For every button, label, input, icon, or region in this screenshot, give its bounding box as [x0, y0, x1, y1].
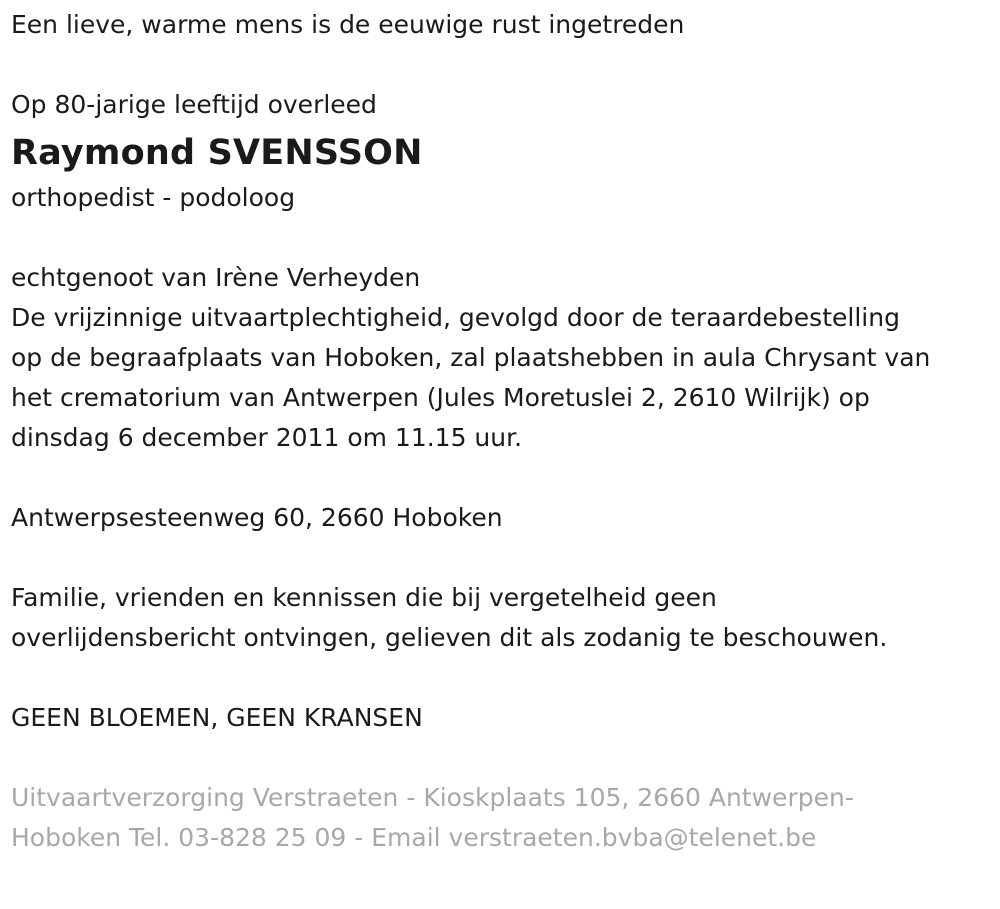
spacer [11, 218, 991, 258]
family-line: Familie, vrienden en kennissen die bij vergetelheid geen [11, 583, 717, 612]
intro-text: Een lieve, warme mens is de eeuwige rust ingetreden [11, 10, 685, 39]
footer-line: Uitvaartverzorging Verstraeten - Kioskplaats 105, 2660 Antwerpen- [11, 783, 854, 812]
age-text: Op 80-jarige leeftijd overleed [11, 90, 377, 119]
ceremony-line: De vrijzinnige uitvaartplechtigheid, gevolgd door de teraardebestelling [11, 303, 900, 332]
profession-text: orthopedist - podoloog [11, 183, 296, 212]
footer-line: Hoboken Tel. 03-828 25 09 - Email verstraeten.bvba@telenet.be [11, 823, 817, 852]
deceased-name: Raymond SVENSSON [11, 133, 423, 173]
ceremony-paragraph [11, 298, 991, 458]
spacer [11, 458, 991, 498]
ceremony-line: het crematorium van Antwerpen (Jules Moretuslei 2, 2610 Wilrijk) op [11, 383, 870, 412]
family-line: overlijdensbericht ontvingen, gelieven dit als zodanig te beschouwen. [11, 623, 888, 652]
spacer [11, 658, 991, 698]
spacer [11, 738, 991, 778]
family-paragraph [11, 578, 991, 658]
funeral-home-footer [11, 778, 991, 858]
no-flowers-text: GEEN BLOEMEN, GEEN KRANSEN [11, 703, 423, 732]
spacer [11, 538, 991, 578]
death-notice [11, 0, 991, 858]
ceremony-line: op de begraafplaats van Hoboken, zal plaatshebben in aula Chrysant van [11, 343, 931, 372]
ceremony-line: dinsdag 6 december 2011 om 11.15 uur. [11, 423, 523, 452]
address-text: Antwerpsesteenweg 60, 2660 Hoboken [11, 503, 503, 532]
spacer [11, 45, 991, 85]
spouse-text: echtgenoot van Irène Verheyden [11, 263, 421, 292]
